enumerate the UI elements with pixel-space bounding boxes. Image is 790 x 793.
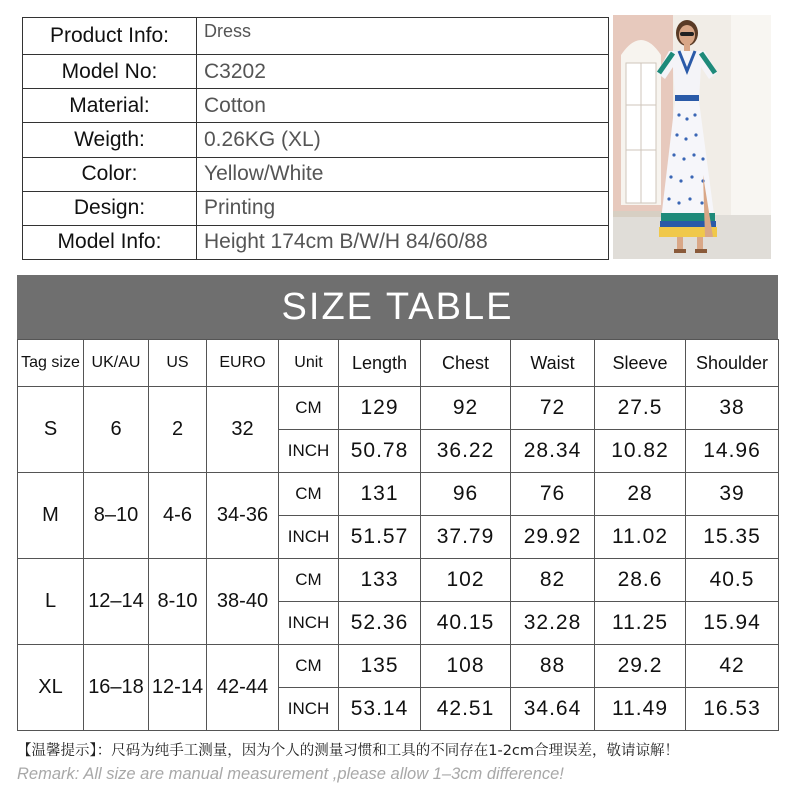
measurement-cell: 40.15 [421, 602, 511, 645]
unit-cell: INCH [279, 516, 339, 559]
size-row-cm [18, 387, 779, 430]
measurement-cell: 16.53 [686, 688, 779, 731]
info-value: Height 174cm B/W/H 84/60/88 [197, 225, 609, 259]
info-label: Model Info: [23, 225, 197, 259]
measurement-cell: 28 [595, 473, 686, 516]
measurement-cell: 11.02 [595, 516, 686, 559]
product-info-table [22, 17, 609, 260]
measurement-cell: 135 [339, 645, 421, 688]
measurement-cell: 96 [421, 473, 511, 516]
measurement-cell: 82 [511, 559, 595, 602]
measurement-cell: 52.36 [339, 602, 421, 645]
euro-cell: 42-44 [207, 645, 279, 731]
info-label: Product Info: [23, 18, 197, 55]
unit-cell: CM [279, 645, 339, 688]
info-row [23, 55, 609, 89]
info-value: Dress [197, 18, 609, 55]
measurement-cell: 53.14 [339, 688, 421, 731]
info-value: C3202 [197, 55, 609, 89]
us-cell: 8-10 [149, 559, 207, 645]
info-row [23, 191, 609, 225]
measurement-cell: 50.78 [339, 430, 421, 473]
uk-au-cell: 16–18 [84, 645, 149, 731]
info-row [23, 18, 609, 55]
euro-cell: 34-36 [207, 473, 279, 559]
column-header: Waist [511, 340, 595, 387]
measurement-cell: 10.82 [595, 430, 686, 473]
uk-au-cell: 12–14 [84, 559, 149, 645]
measurement-cell: 40.5 [686, 559, 779, 602]
size-tag-cell: XL [18, 645, 84, 731]
size-tag-cell: S [18, 387, 84, 473]
unit-cell: CM [279, 387, 339, 430]
measurement-cell: 42.51 [421, 688, 511, 731]
info-value: Printing [197, 191, 609, 225]
column-header: Shoulder [686, 340, 779, 387]
model-dress-image [613, 15, 771, 259]
info-label: Color: [23, 157, 197, 191]
measurement-cell: 11.49 [595, 688, 686, 731]
uk-au-cell: 6 [84, 387, 149, 473]
info-value: 0.26KG (XL) [197, 123, 609, 157]
info-label: Material: [23, 89, 197, 123]
unit-cell: INCH [279, 688, 339, 731]
column-header: Length [339, 340, 421, 387]
us-cell: 2 [149, 387, 207, 473]
measurement-cell: 28.6 [595, 559, 686, 602]
us-cell: 12-14 [149, 645, 207, 731]
info-value: Yellow/White [197, 157, 609, 191]
measurement-cell: 92 [421, 387, 511, 430]
product-photo [613, 15, 771, 259]
measurement-cell: 72 [511, 387, 595, 430]
measurement-cell: 131 [339, 473, 421, 516]
info-row [23, 157, 609, 191]
measurement-cell: 14.96 [686, 430, 779, 473]
measurement-cell: 133 [339, 559, 421, 602]
info-value: Cotton [197, 89, 609, 123]
info-label: Weigth: [23, 123, 197, 157]
measurement-cell: 29.2 [595, 645, 686, 688]
unit-cell: INCH [279, 602, 339, 645]
size-tag-cell: M [18, 473, 84, 559]
us-cell: 4-6 [149, 473, 207, 559]
column-header: UK/AU [84, 340, 149, 387]
column-header: US [149, 340, 207, 387]
size-tag-cell: L [18, 559, 84, 645]
size-row-cm [18, 559, 779, 602]
chinese-remark: 【温馨提示】：尺码为纯手工测量，因为个人的测量习惯和工具的不同存在1-2cm合理误差，敬请谅解！ [17, 743, 680, 759]
measurement-cell: 15.94 [686, 602, 779, 645]
info-row [23, 89, 609, 123]
measurement-cell: 37.79 [421, 516, 511, 559]
measurement-cell: 51.57 [339, 516, 421, 559]
column-header: Chest [421, 340, 511, 387]
unit-cell: CM [279, 559, 339, 602]
measurement-cell: 39 [686, 473, 779, 516]
info-row [23, 225, 609, 259]
column-header: Tag size [18, 340, 84, 387]
measurement-cell: 28.34 [511, 430, 595, 473]
unit-cell: CM [279, 473, 339, 516]
size-table-title: SIZE TABLE [17, 275, 778, 339]
measurement-cell: 42 [686, 645, 779, 688]
size-table [17, 339, 779, 731]
info-label: Model No: [23, 55, 197, 89]
measurement-cell: 29.92 [511, 516, 595, 559]
measurement-cell: 34.64 [511, 688, 595, 731]
english-remark: Remark: All size are manual measurement ,please allow 1–3cm difference! [17, 765, 564, 783]
size-row-cm [18, 473, 779, 516]
size-table-header-row [18, 340, 779, 387]
column-header: Unit [279, 340, 339, 387]
measurement-cell: 15.35 [686, 516, 779, 559]
euro-cell: 38-40 [207, 559, 279, 645]
measurement-cell: 88 [511, 645, 595, 688]
unit-cell: INCH [279, 430, 339, 473]
measurement-cell: 129 [339, 387, 421, 430]
euro-cell: 32 [207, 387, 279, 473]
measurement-cell: 36.22 [421, 430, 511, 473]
info-label: Design: [23, 191, 197, 225]
measurement-cell: 108 [421, 645, 511, 688]
size-row-cm [18, 645, 779, 688]
measurement-cell: 76 [511, 473, 595, 516]
uk-au-cell: 8–10 [84, 473, 149, 559]
measurement-cell: 32.28 [511, 602, 595, 645]
measurement-cell: 11.25 [595, 602, 686, 645]
column-header: Sleeve [595, 340, 686, 387]
column-header: EURO [207, 340, 279, 387]
measurement-cell: 102 [421, 559, 511, 602]
measurement-cell: 38 [686, 387, 779, 430]
info-row [23, 123, 609, 157]
measurement-cell: 27.5 [595, 387, 686, 430]
